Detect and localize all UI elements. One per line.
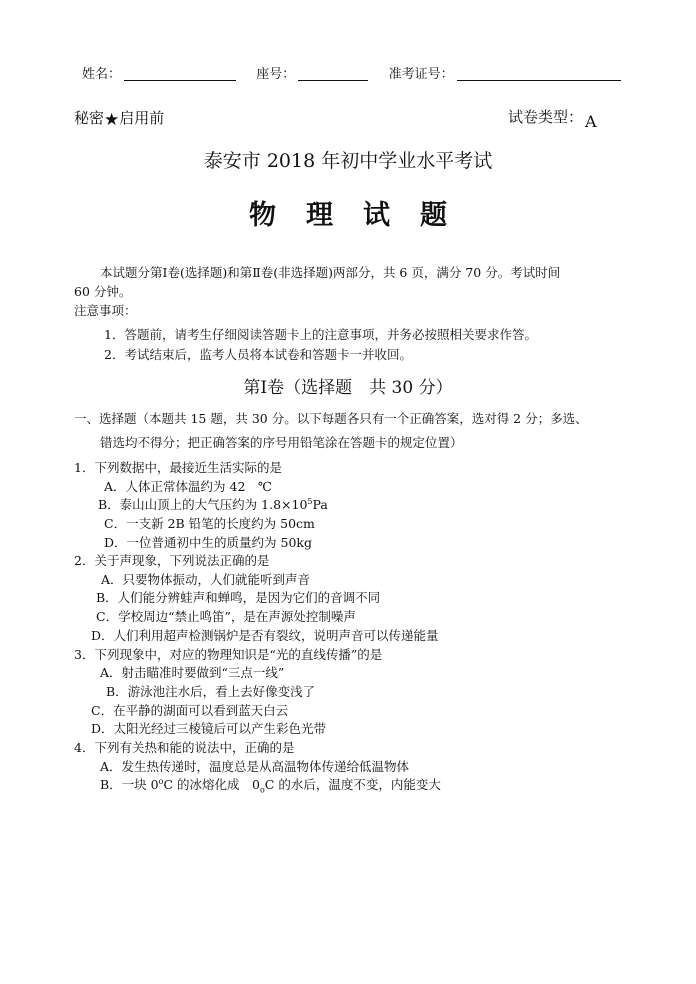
seat-blank[interactable] — [298, 67, 368, 81]
section-title: 第Ⅰ卷（选择题 共 30 分） — [243, 378, 453, 398]
instructions-line-1: 一、选择题（本题共 15 题，共 30 分。以下每题各只有一个正确答案，选对得 2 分；多选、 — [74, 411, 588, 426]
option-d: D．人们利用超声检测锅炉是否有裂纹，说明声音可以传递能量 — [91, 628, 439, 643]
question-stem: 3．下列现象中，对应的物理知识是“光的直线传播”的是 — [74, 647, 383, 662]
secret-after: 启用前 — [119, 109, 165, 127]
name-label: 姓名： — [82, 67, 122, 82]
exam-title: 泰安市 2018 年初中学业水平考试 — [203, 150, 493, 172]
option-d: D．一位普通初中生的质量约为 50kg — [104, 535, 312, 550]
note-item: 2．考试结束后，监考人员将本试卷和答题卡一并收回。 — [104, 347, 412, 362]
paper-type-label: 试卷类型： — [508, 108, 584, 126]
ticket-label: 准考证号： — [388, 67, 454, 82]
option-b: B．人们能分辨蛙声和蝉鸣，是因为它们的音调不同 — [96, 590, 381, 605]
candidate-info-row — [82, 63, 621, 82]
question-stem: 4．下列有关热和能的说法中，正确的是 — [74, 740, 295, 755]
name-blank[interactable] — [124, 67, 236, 81]
option-a: A．射击瞄准时要做到“三点一线” — [100, 665, 285, 680]
option-b: B．一块 0$^o$C 的冰熔化成 $0_oC$ 的水后，温度不变，内能变大 — [100, 776, 441, 795]
option-a: A．人体正常体温约为 42 ℃ — [104, 479, 272, 494]
option-b: B．游泳池注水后，看上去好像变浅了 — [106, 684, 316, 699]
intro-line-1: 本试题分第Ⅰ卷(选择题)和第Ⅱ卷(非选择题)两部分，共 6 页，满分 70 分。考试时间 — [100, 265, 561, 280]
ticket-blank[interactable] — [457, 67, 621, 81]
option-c: C．一支新 2B 铅笔的长度约为 50cm — [104, 516, 315, 531]
question-stem: 2．关于声现象，下列说法正确的是 — [74, 553, 270, 568]
option-c: C．在平静的湖面可以看到蓝天白云 — [91, 703, 289, 718]
option-d: D．太阳光经过三棱镜后可以产生彩色光带 — [91, 721, 327, 736]
option-a: A．只要物体振动，人们就能听到声音 — [101, 572, 311, 587]
star-icon: ★ — [104, 110, 120, 130]
seat-label: 座号： — [256, 67, 296, 82]
secret-mark — [74, 107, 164, 130]
paper-type — [508, 106, 597, 131]
option-b: B．泰山山顶上的大气压约为 $1.8\times 10^5Pa$ — [98, 496, 328, 512]
secret-before: 秘密 — [74, 109, 105, 127]
instructions-line-2: 错选均不得分；把正确答案的序号用铅笔涂在答题卡的规定位置） — [100, 435, 463, 450]
note-item: 1．答题前，请考生仔细阅读答题卡上的注意事项，并务必按照相关要求作答。 — [104, 327, 537, 342]
option-a: A．发生热传递时，温度总是从高温物体传递给低温物体 — [100, 759, 410, 774]
question-stem: 1．下列数据中，最接近生活实际的是 — [74, 460, 282, 475]
intro-line-2: 60 分钟。 — [74, 284, 132, 299]
subject-title: 物理试题 — [249, 200, 477, 231]
notes-heading: 注意事项： — [74, 303, 137, 318]
option-c: C．学校周边“禁止鸣笛”，是在声源处控制噪声 — [96, 609, 356, 624]
paper-type-value: A — [585, 112, 597, 131]
